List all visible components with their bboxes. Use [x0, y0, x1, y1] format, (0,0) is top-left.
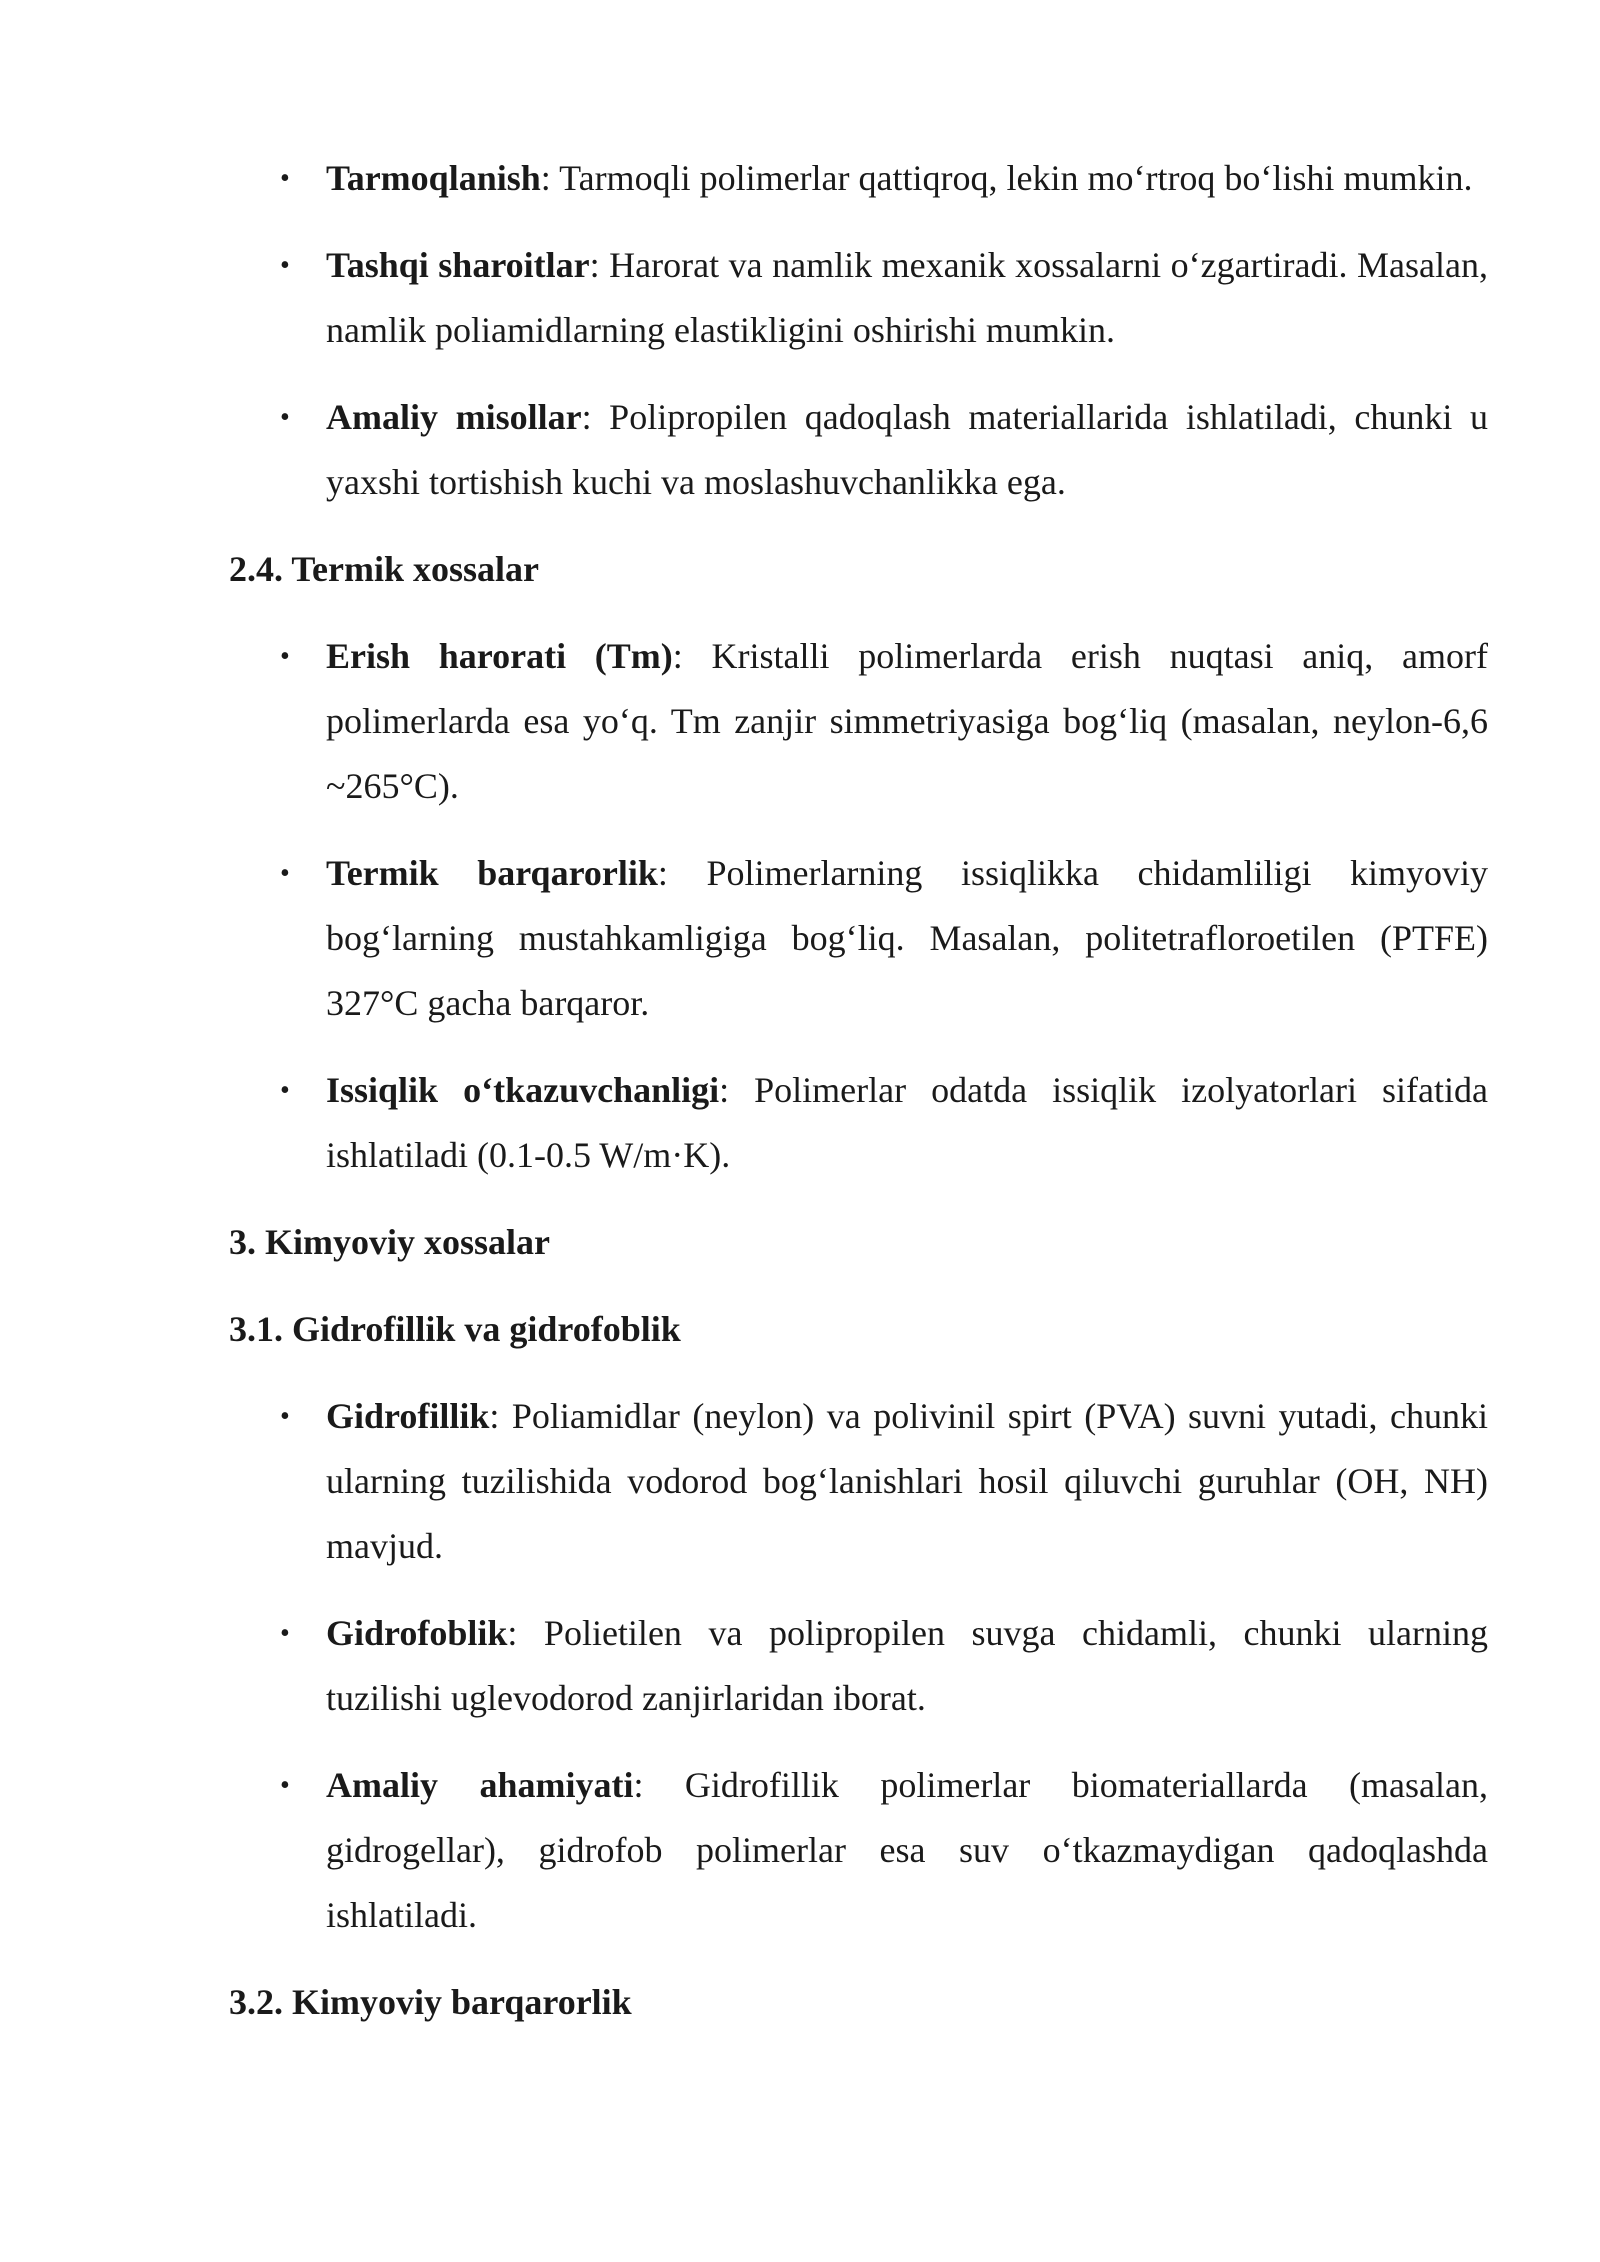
- bullet-icon: •: [280, 250, 290, 281]
- bullet-icon: •: [280, 858, 290, 889]
- term-description: : Harorat va namlik mexanik xossalarni o‘zgartiradi. Masalan, namlik poliamidlarning elastikligini oshirishi mumkin.: [326, 245, 1488, 350]
- list-item: [229, 1753, 1488, 1948]
- section-heading-2-4: 2.4. Termik xossalar: [229, 549, 540, 589]
- section-heading-3-1: 3.1. Gidrofillik va gidrofoblik: [229, 1309, 681, 1349]
- bullet-icon: •: [280, 1401, 290, 1432]
- bullet-icon: •: [280, 1770, 290, 1801]
- term-description: : Tarmoqli polimerlar qattiqroq, lekin mo‘rtroq bo‘lishi mumkin.: [540, 158, 1473, 198]
- term-label: Amaliy ahamiyati: [326, 1765, 634, 1805]
- list-item: [229, 1058, 1488, 1188]
- term-label: Amaliy misollar: [326, 397, 582, 437]
- term-label: Termik barqarorlik: [326, 853, 658, 893]
- term-label: Gidrofillik: [326, 1396, 490, 1436]
- section-heading-3-2: 3.2. Kimyoviy barqarorlik: [229, 1982, 632, 2022]
- bullet-icon: •: [280, 1075, 290, 1106]
- section-heading-3: 3. Kimyoviy xossalar: [229, 1222, 550, 1262]
- bullet-icon: •: [280, 641, 290, 672]
- bullet-icon: •: [280, 1618, 290, 1649]
- term-label: Gidrofoblik: [326, 1613, 508, 1653]
- term-description: : Kristalli polimerlarda erish nuqtasi aniq, amorf polimerlarda esa yo‘q. Tm zanjir simmetriyasiga bog‘liq (masalan, neylon-6,6 ~265°C).: [326, 636, 1488, 806]
- term-label: Issiqlik o‘tkazuvchanligi: [326, 1070, 720, 1110]
- bullet-icon: •: [280, 163, 290, 194]
- term-description: : Gidrofillik polimerlar biomateriallarda (masalan, gidrogellar), gidrofob polimerlar esa suv o‘tkazmaydigan qadoqlashda ishlatiladi.: [326, 1765, 1488, 1935]
- list-item: [229, 1601, 1488, 1731]
- list-item: [229, 841, 1488, 1036]
- bullet-list-hydrophilicity: [229, 1384, 1488, 1948]
- page-content: [229, 146, 1488, 2057]
- term-description: : Polimerlar odatda issiqlik izolyatorlari sifatida ishlatiladi (0.1-0.5 W/m·K).: [326, 1070, 1488, 1175]
- list-item: [229, 624, 1488, 819]
- list-item: [229, 385, 1488, 515]
- list-item: [229, 146, 1488, 211]
- term-description: : Polipropilen qadoqlash materiallarida ishlatiladi, chunki u yaxshi tortishish kuchi va moslashuvchanlikka ega.: [326, 397, 1488, 502]
- term-label: Erish harorati (Tm): [326, 636, 673, 676]
- bullet-list-mechanical: [229, 146, 1488, 515]
- term-label: Tashqi sharoitlar: [326, 245, 590, 285]
- list-item: [229, 1384, 1488, 1579]
- term-description: : Poliamidlar (neylon) va polivinil spirt (PVA) suvni yutadi, chunki ularning tuzilishida vodorod bog‘lanishlari hosil qiluvchi guruhlar (OH, NH) mavjud.: [326, 1396, 1488, 1566]
- term-description: : Polietilen va polipropilen suvga chidamli, chunki ularning tuzilishi uglevodorod zanjirlaridan iborat.: [326, 1613, 1488, 1718]
- bullet-icon: •: [280, 402, 290, 433]
- term-label: Tarmoqlanish: [326, 158, 541, 198]
- bullet-list-thermal: [229, 624, 1488, 1188]
- list-item: [229, 233, 1488, 363]
- term-description: : Polimerlarning issiqlikka chidamliligi kimyoviy bog‘larning mustahkamligiga bog‘liq. Masalan, politetrafloroetilen (PTFE) 327°C gacha barqaror.: [326, 853, 1488, 1023]
